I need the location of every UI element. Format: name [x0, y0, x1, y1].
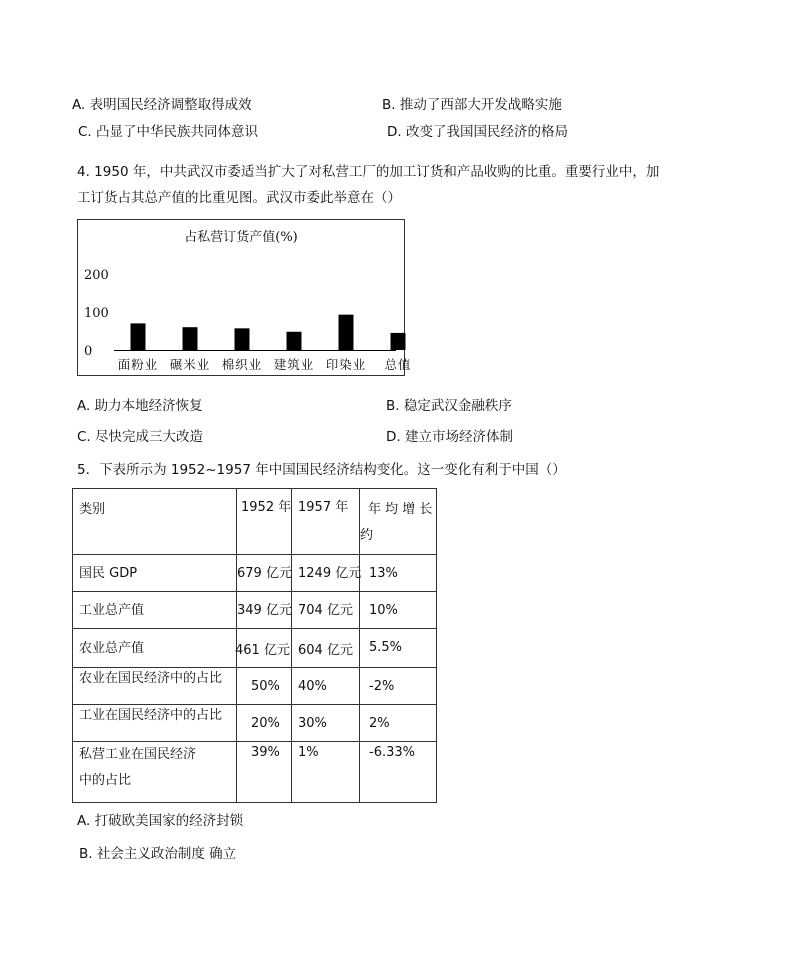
cell-text: 13% — [369, 566, 398, 581]
q3-option-c: C. 凸显了中华民族共同体意识 — [78, 124, 259, 140]
header-1957-text: 1957 年 — [298, 500, 349, 515]
table-cell — [73, 668, 237, 705]
x-tick-label: 面粉业 — [117, 357, 159, 372]
cell-text: 349 亿元 — [237, 603, 292, 618]
q4-option-b: B. 稳定武汉金融秩序 — [386, 398, 512, 414]
q3-option-a: A. 表明国民经济调整取得成效 — [72, 97, 252, 113]
table-cell — [73, 742, 237, 803]
y-tick-label: 100 — [84, 306, 109, 321]
cell-text: 私营工业在国民经济 — [79, 747, 197, 762]
cell-text: 704 亿元 — [298, 603, 353, 618]
cell-text: 20% — [251, 716, 280, 731]
table-cell — [292, 668, 360, 705]
q5-option-b: B. 社会主义政治制度 确立 — [79, 846, 237, 862]
cell-text: 30% — [298, 716, 327, 731]
cell-text: -2% — [369, 679, 395, 694]
cell-text: 461 亿元 — [235, 643, 290, 658]
q3-option-b: B. 推动了西部大开发战略实施 — [382, 97, 562, 113]
cell-text: 2% — [369, 716, 390, 731]
economy-table — [72, 488, 437, 803]
table-row — [73, 742, 437, 803]
table-header-row — [73, 489, 437, 555]
x-tick-label: 碾米业 — [169, 357, 211, 372]
table-row — [73, 668, 437, 705]
bar — [131, 323, 146, 350]
table-cell — [73, 592, 237, 629]
chart-title: 占私营订货产值(%) — [184, 230, 298, 245]
table-row — [73, 555, 437, 592]
table-cell — [292, 705, 360, 742]
table-row — [73, 629, 437, 668]
table-cell — [237, 592, 292, 629]
table-cell — [237, 705, 292, 742]
table-cell — [360, 705, 437, 742]
bar-chart — [77, 219, 412, 376]
header-category-text: 类别 — [79, 502, 106, 517]
y-tick-label: 0 — [84, 344, 93, 359]
table-cell — [237, 629, 292, 668]
cell-text: 40% — [298, 679, 327, 694]
bar — [183, 327, 198, 350]
table-cell — [292, 742, 360, 803]
x-tick-label: 建筑业 — [273, 357, 315, 372]
cell-text: 1% — [298, 745, 319, 760]
table-cell — [360, 592, 437, 629]
cell-text: 农业总产值 — [79, 641, 145, 656]
bar — [339, 315, 354, 350]
table-cell — [237, 668, 292, 705]
bar — [287, 332, 302, 350]
header-growth — [360, 489, 437, 555]
q4-option-d: D. 建立市场经济体制 — [386, 429, 513, 445]
table-cell — [360, 742, 437, 803]
cell-text: 679 亿元 — [237, 566, 292, 581]
header-category — [73, 489, 237, 555]
table-cell — [237, 555, 292, 592]
header-growth-text-2: 约 — [360, 528, 374, 543]
header-growth-text: 年 均 增 长 — [368, 502, 433, 517]
cell-text: 1249 亿元 — [298, 566, 362, 581]
cell-text: 5.5% — [369, 640, 403, 655]
table-cell — [73, 705, 237, 742]
table-cell — [73, 555, 237, 592]
x-tick-label: 棉织业 — [221, 357, 263, 372]
x-tick-label: 总值 — [384, 357, 412, 372]
table-row — [73, 592, 437, 629]
q4-option-c: C. 尽快完成三大改造 — [77, 429, 204, 445]
x-tick-label: 印染业 — [325, 357, 367, 372]
q5-stem: 5．下表所示为 1952~1957 年中国国民经济结构变化。这一变化有利于中国（） — [77, 462, 566, 478]
table-cell — [73, 629, 237, 668]
table-cell — [360, 668, 437, 705]
cell-text: 10% — [369, 603, 398, 618]
q4-stem-line1: 4. 1950 年，中共武汉市委适当扩大了对私营工厂的加工订货和产品收购的比重。重要行业中，加 — [77, 164, 660, 180]
chart-canvas — [78, 220, 412, 375]
header-1952-text: 1952 年 — [241, 500, 292, 515]
table-cell — [360, 555, 437, 592]
table-cell — [292, 629, 360, 668]
cell-text: 农业在国民经济中的占比 — [79, 671, 223, 686]
cell-text: -6.33% — [369, 745, 415, 760]
cell-text: 工业总产值 — [79, 603, 145, 618]
header-1957 — [292, 489, 360, 555]
bar — [235, 328, 250, 350]
cell-text: 39% — [251, 745, 280, 760]
cell-text: 604 亿元 — [298, 643, 353, 658]
cell-text: 工业在国民经济中的占比 — [79, 708, 223, 723]
header-1952 — [237, 489, 292, 555]
table-cell — [237, 742, 292, 803]
cell-text: 国民 GDP — [79, 566, 138, 581]
table-cell — [292, 592, 360, 629]
table-row — [73, 705, 437, 742]
q5-option-a: A. 打破欧美国家的经济封锁 — [77, 813, 244, 829]
bar — [391, 333, 406, 350]
table-cell — [360, 629, 437, 668]
cell-text: 中的占比 — [79, 773, 132, 788]
q4-stem-line2: 工订货占其总产值的比重见图。武汉市委此举意在（） — [77, 190, 401, 206]
q4-option-a: A. 助力本地经济恢复 — [77, 398, 203, 414]
q3-option-d: D. 改变了我国国民经济的格局 — [387, 124, 568, 140]
table-cell — [292, 555, 360, 592]
cell-text: 50% — [251, 679, 280, 694]
y-tick-label: 200 — [84, 268, 109, 283]
